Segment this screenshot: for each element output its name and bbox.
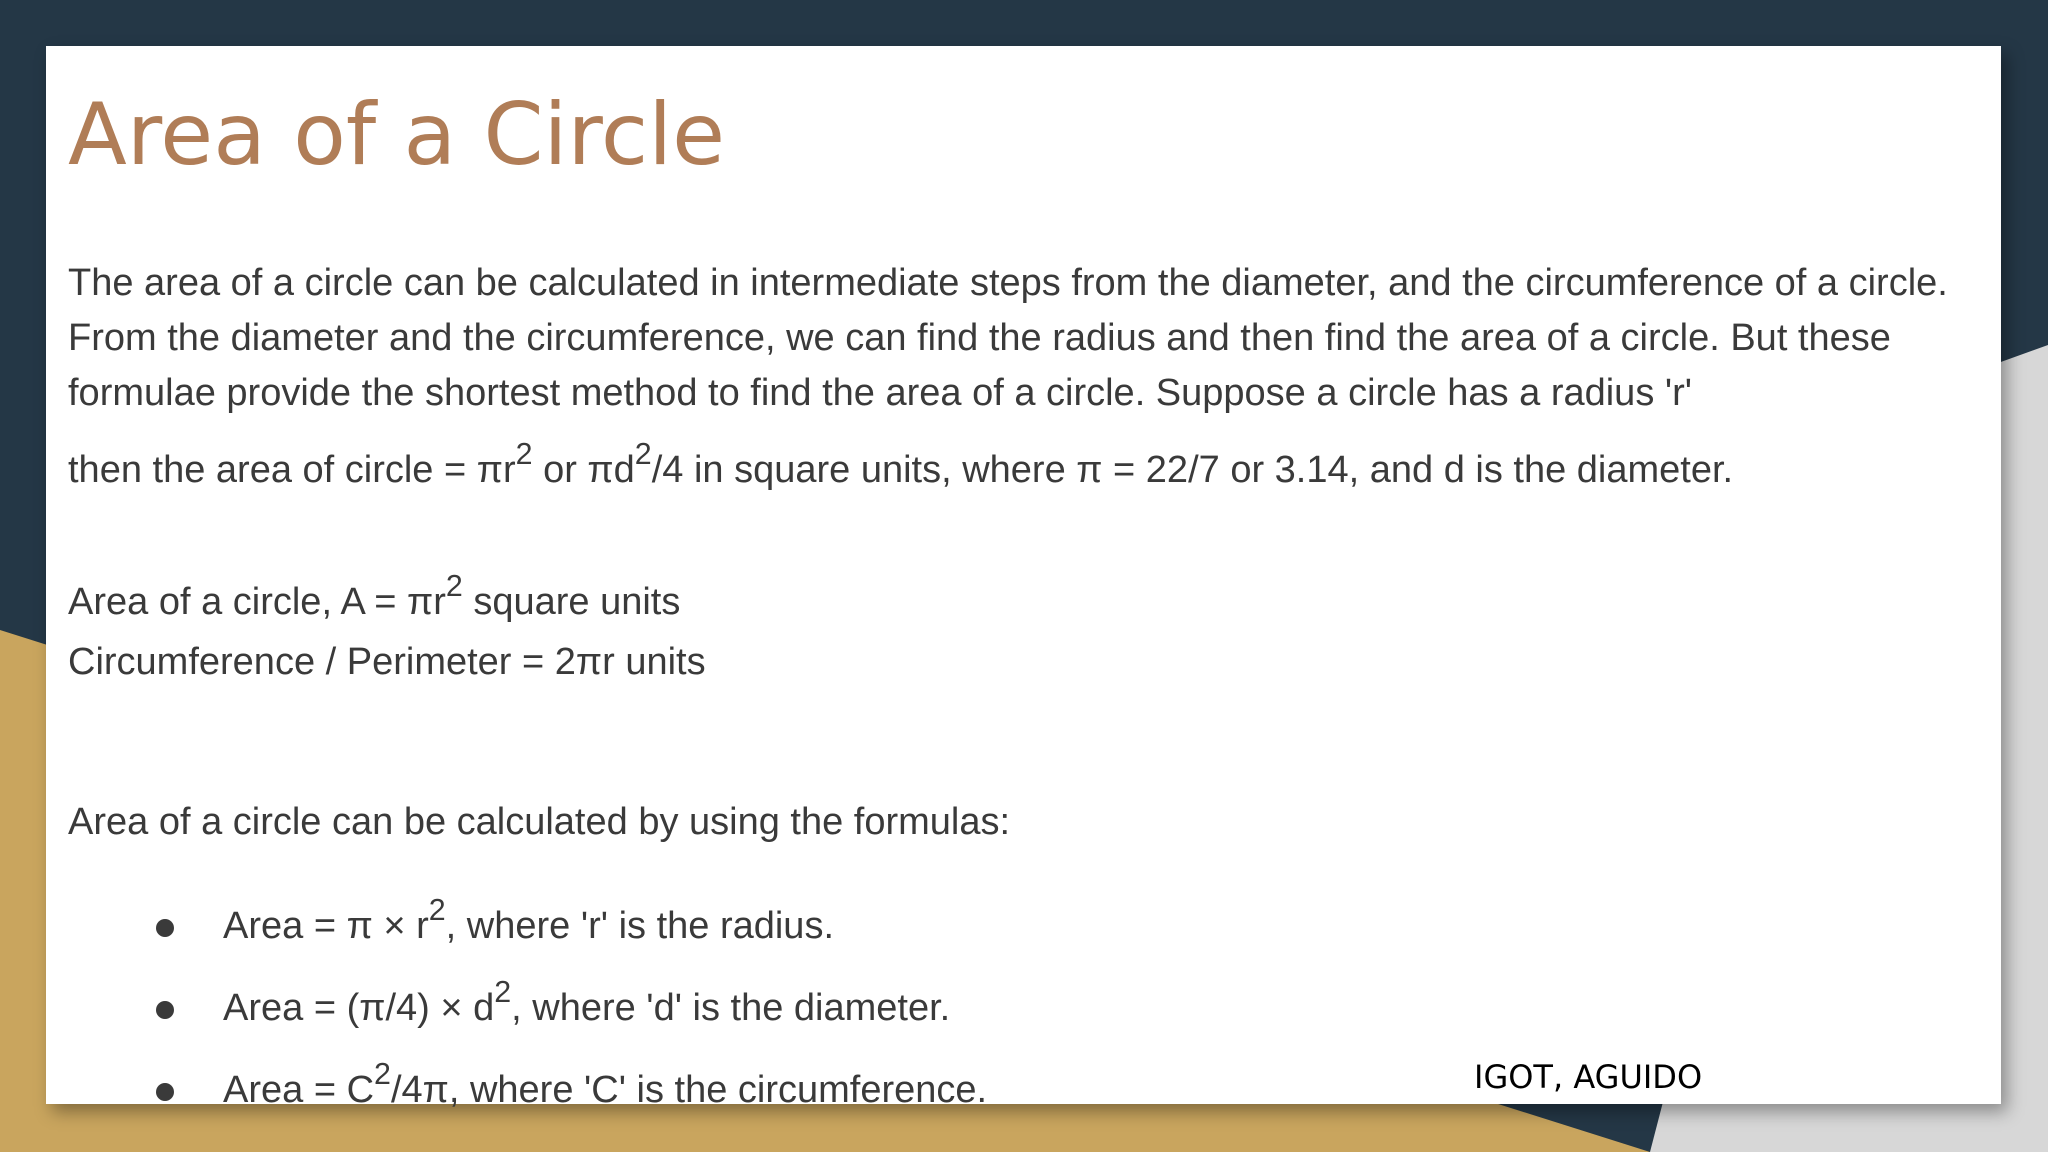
- paragraph-formula-line: [68, 436, 1988, 498]
- formula-text: , where 'd' is the diameter.: [511, 987, 951, 1029]
- formula-text: , where 'r' is the radius.: [445, 905, 835, 947]
- area-formula-line: [68, 568, 681, 624]
- intro-paragraph: [68, 256, 1988, 498]
- list-item: [156, 892, 987, 983]
- paragraph-formula-text: or πd: [532, 449, 635, 491]
- slide-title: Area of a Circle: [68, 85, 726, 185]
- superscript: 2: [374, 1056, 391, 1091]
- superscript: 2: [515, 436, 533, 471]
- formulas-intro: Area of a circle can be calculated by using the formulas:: [68, 801, 1011, 843]
- superscript: 2: [634, 436, 652, 471]
- paragraph-formula-text: /4 in square units, where π = 22/7 or 3.14, and d is the diameter.: [651, 449, 1734, 491]
- paragraph-formula-text: then the area of circle = πr: [68, 449, 516, 491]
- bullet-icon: [156, 919, 174, 937]
- superscript: 2: [445, 568, 463, 603]
- paragraph-text: The area of a circle can be calculated in intermediate steps from the diameter, and the circumference of a circle. From the diameter and the circumference, we can find the radius and then find the area of a circle. But these formulae provide the shortest method to find the area of a circle. Suppose a circle has a radius 'r': [68, 262, 1948, 414]
- area-formula-suffix: square units: [462, 581, 681, 623]
- area-formula-text: Area of a circle, A = πr: [68, 581, 446, 623]
- list-item: [156, 1056, 988, 1147]
- slide-content: [46, 46, 2001, 1111]
- bullet-icon: [156, 1083, 174, 1101]
- formula-text: Area = C: [223, 1069, 375, 1111]
- bullet-icon: [156, 1001, 174, 1019]
- formula-text: Area = (π/4) × d: [223, 987, 495, 1029]
- superscript: 2: [494, 974, 512, 1009]
- formula-text: Area = π × r: [223, 905, 429, 947]
- circumference-formula-line: Circumference / Perimeter = 2πr units: [68, 641, 706, 683]
- author-name: IGOT, AGUIDO: [1474, 1058, 1703, 1096]
- formula-text: /4π, where 'C' is the circumference.: [390, 1069, 988, 1111]
- formula-list: [156, 892, 988, 1147]
- list-item: [156, 974, 987, 1065]
- superscript: 2: [428, 892, 446, 927]
